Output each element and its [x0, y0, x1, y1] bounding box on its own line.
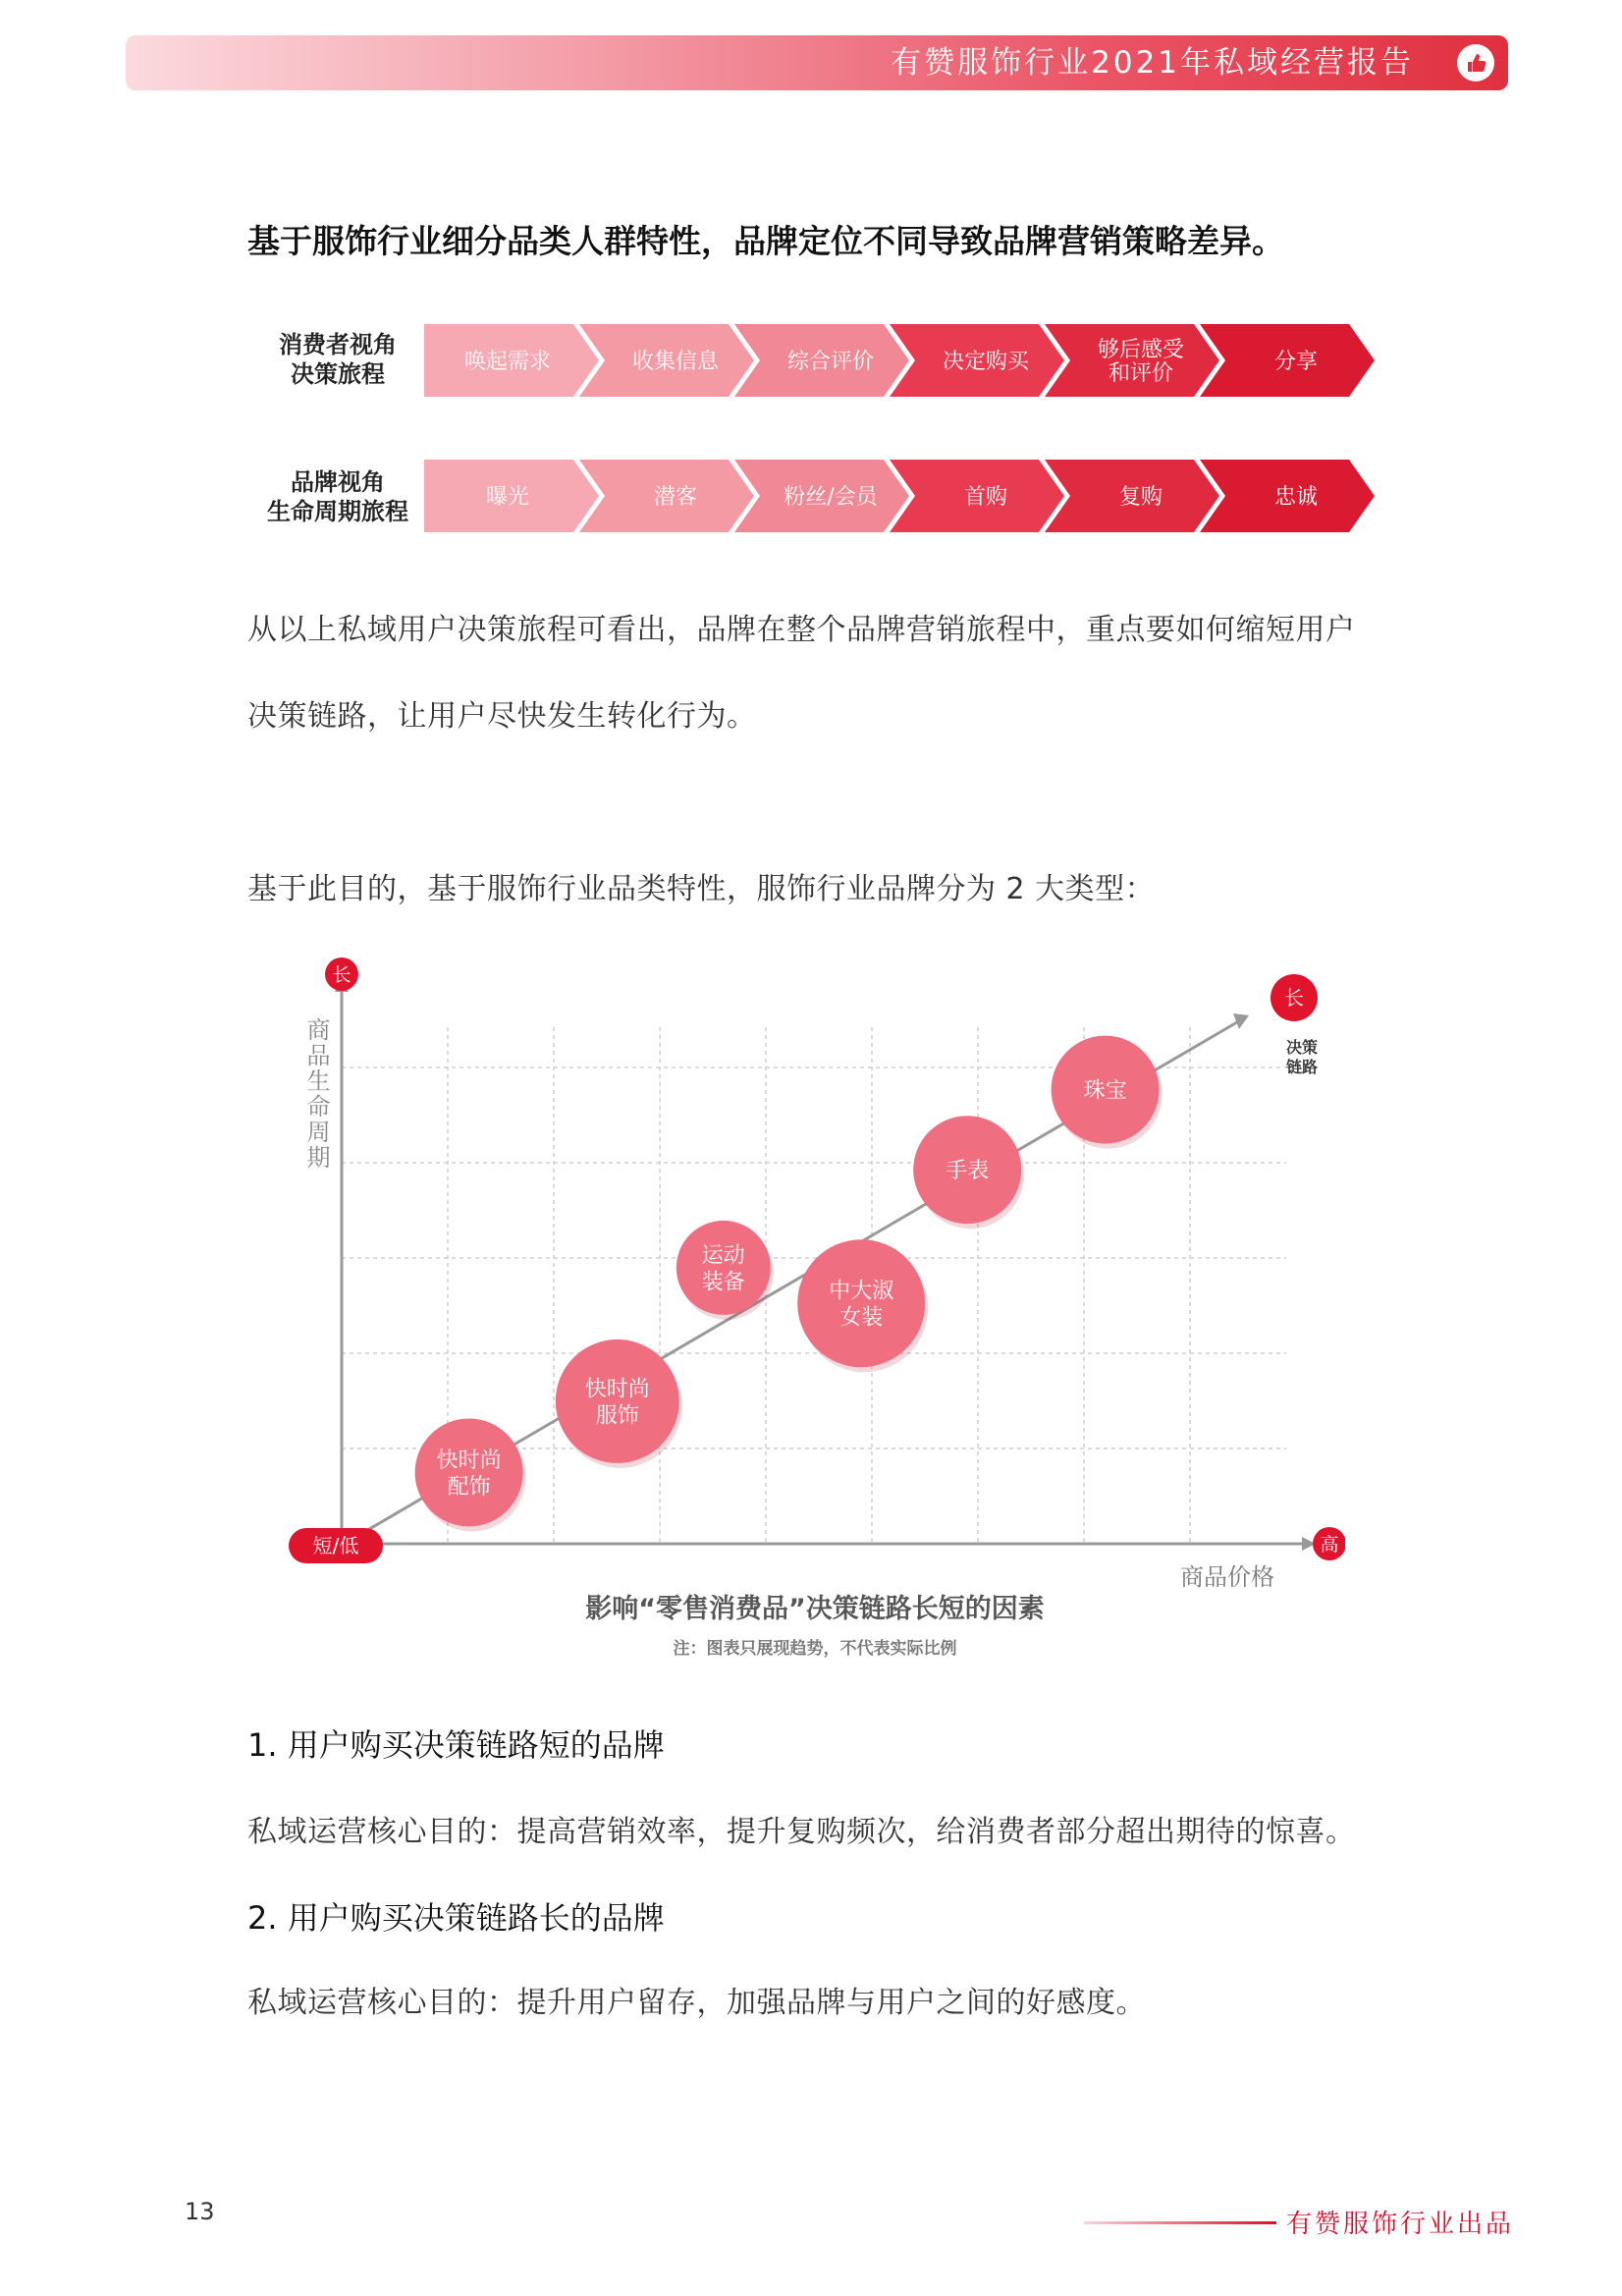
header-bar — [126, 35, 1508, 90]
journey-step-label: 唤起需求 — [463, 350, 552, 374]
trend-label: 决策 — [1285, 1038, 1319, 1057]
x-axis-end-badge — [1313, 1527, 1345, 1560]
origin-badge-text: 短/低 — [312, 1534, 359, 1558]
trend-arrowhead — [1233, 1013, 1249, 1029]
journey-step — [579, 460, 754, 532]
category-bubble — [676, 1221, 774, 1320]
journey-step-label: 首购 — [963, 485, 1008, 510]
bubble-label: 装备 — [701, 1270, 745, 1295]
journey-step-label: 分享 — [1273, 350, 1319, 374]
label-line: 品牌视角 — [291, 468, 385, 496]
label-line: 消费者视角 — [279, 331, 397, 358]
consumer-journey-arrows — [424, 324, 1386, 397]
journey-step — [1200, 460, 1375, 532]
paragraph-line: 决策链路，让用户尽快发生转化行为。 — [247, 699, 757, 734]
bubble-label: 珠宝 — [1083, 1078, 1127, 1104]
journey-step — [424, 460, 599, 532]
category-bubble — [797, 1239, 928, 1372]
journey-step-label: 忠诚 — [1273, 485, 1319, 510]
bubble-label: 服饰 — [595, 1403, 639, 1429]
brand-lifecycle-label — [253, 467, 422, 526]
journey-step — [1200, 324, 1375, 397]
consumer-journey-label — [253, 330, 422, 389]
footer-divider — [1084, 2221, 1276, 2224]
journey-step-label: 潜客 — [653, 485, 698, 510]
section2-title: 2. 用户购买决策链路长的品牌 — [247, 1899, 665, 1937]
journey-step — [890, 324, 1064, 397]
bubble-label: 女装 — [839, 1305, 884, 1331]
journey-step-label: 曝光 — [485, 485, 530, 510]
section2-body: 私域运营核心目的：提升用户留存，加强品牌与用户之间的好感度。 — [247, 1986, 1146, 2020]
decision-chain-chart — [285, 949, 1345, 1616]
section-heading: 基于服饰行业细分品类人群特性，品牌定位不同导致品牌营销策略差异。 — [247, 222, 1284, 260]
label-line: 决策旅程 — [291, 360, 385, 388]
origin-badge — [289, 1528, 383, 1563]
category-bubble — [1052, 1036, 1162, 1149]
bubble-label: 手表 — [946, 1159, 990, 1184]
bubble-label: 快时尚 — [436, 1448, 502, 1473]
journey-step-label: 和评价 — [1108, 361, 1174, 386]
footer-brand: 有赞服饰行业出品 — [1286, 2210, 1515, 2239]
journey-step — [734, 460, 909, 532]
category-bubble — [415, 1418, 526, 1531]
section1-title: 1. 用户购买决策链路短的品牌 — [247, 1726, 665, 1764]
journey-step — [1045, 460, 1219, 532]
journey-step-label: 收集信息 — [631, 350, 720, 374]
label-line: 生命周期旅程 — [267, 498, 408, 525]
brand-lifecycle-arrows — [424, 460, 1386, 532]
bubble-label: 配饰 — [447, 1474, 491, 1500]
x-axis-label: 商品价格 — [1180, 1563, 1274, 1591]
journey-step — [1045, 324, 1219, 397]
chart-title: 影响“零售消费品”决策链路长短的因素 — [585, 1594, 1045, 1624]
journey-step-label: 决定购买 — [942, 350, 1030, 374]
journey-step-label: 综合评价 — [786, 350, 875, 374]
journey-step-label: 复购 — [1118, 485, 1163, 510]
journey-step-label: 够后感受 — [1097, 338, 1185, 362]
bubble-label: 运动 — [701, 1243, 745, 1269]
trend-badge-text: 长 — [1284, 986, 1304, 1011]
trend-badge — [1271, 974, 1318, 1021]
paragraph-line: 从以上私域用户决策旅程可看出，品牌在整个品牌营销旅程中，重点要如何缩短用户 — [247, 613, 1356, 647]
page-number: 13 — [185, 2198, 215, 2225]
journey-step — [890, 460, 1064, 532]
paragraph-intro-types: 基于此目的，基于服饰行业品类特性，服饰行业品牌分为 2 大类型： — [247, 872, 1156, 906]
report-title: 有赞服饰行业2021年私域经营报告 — [891, 45, 1414, 81]
thumbs-up-icon — [1457, 44, 1494, 82]
chart-note: 注：图表只展现趋势，不代表实际比例 — [673, 1639, 957, 1659]
category-bubble — [913, 1116, 1024, 1229]
trend-label: 链路 — [1285, 1058, 1319, 1076]
journey-step — [424, 324, 599, 397]
section1-body: 私域运营核心目的：提高营销效率，提升复购频次，给消费者部分超出期待的惊喜。 — [247, 1815, 1356, 1849]
journey-step-label: 粉丝/会员 — [784, 485, 878, 510]
bubble-label: 中大淑 — [829, 1279, 894, 1304]
bubble-label: 快时尚 — [584, 1377, 650, 1402]
journey-step — [579, 324, 754, 397]
journey-step — [734, 324, 909, 397]
y-axis-label: 商品生命周期 — [302, 1017, 330, 1171]
y-axis-top-badge-text: 长 — [332, 963, 351, 986]
y-axis-top-badge — [325, 957, 358, 991]
x-axis-end-badge-text: 高 — [1320, 1533, 1339, 1556]
